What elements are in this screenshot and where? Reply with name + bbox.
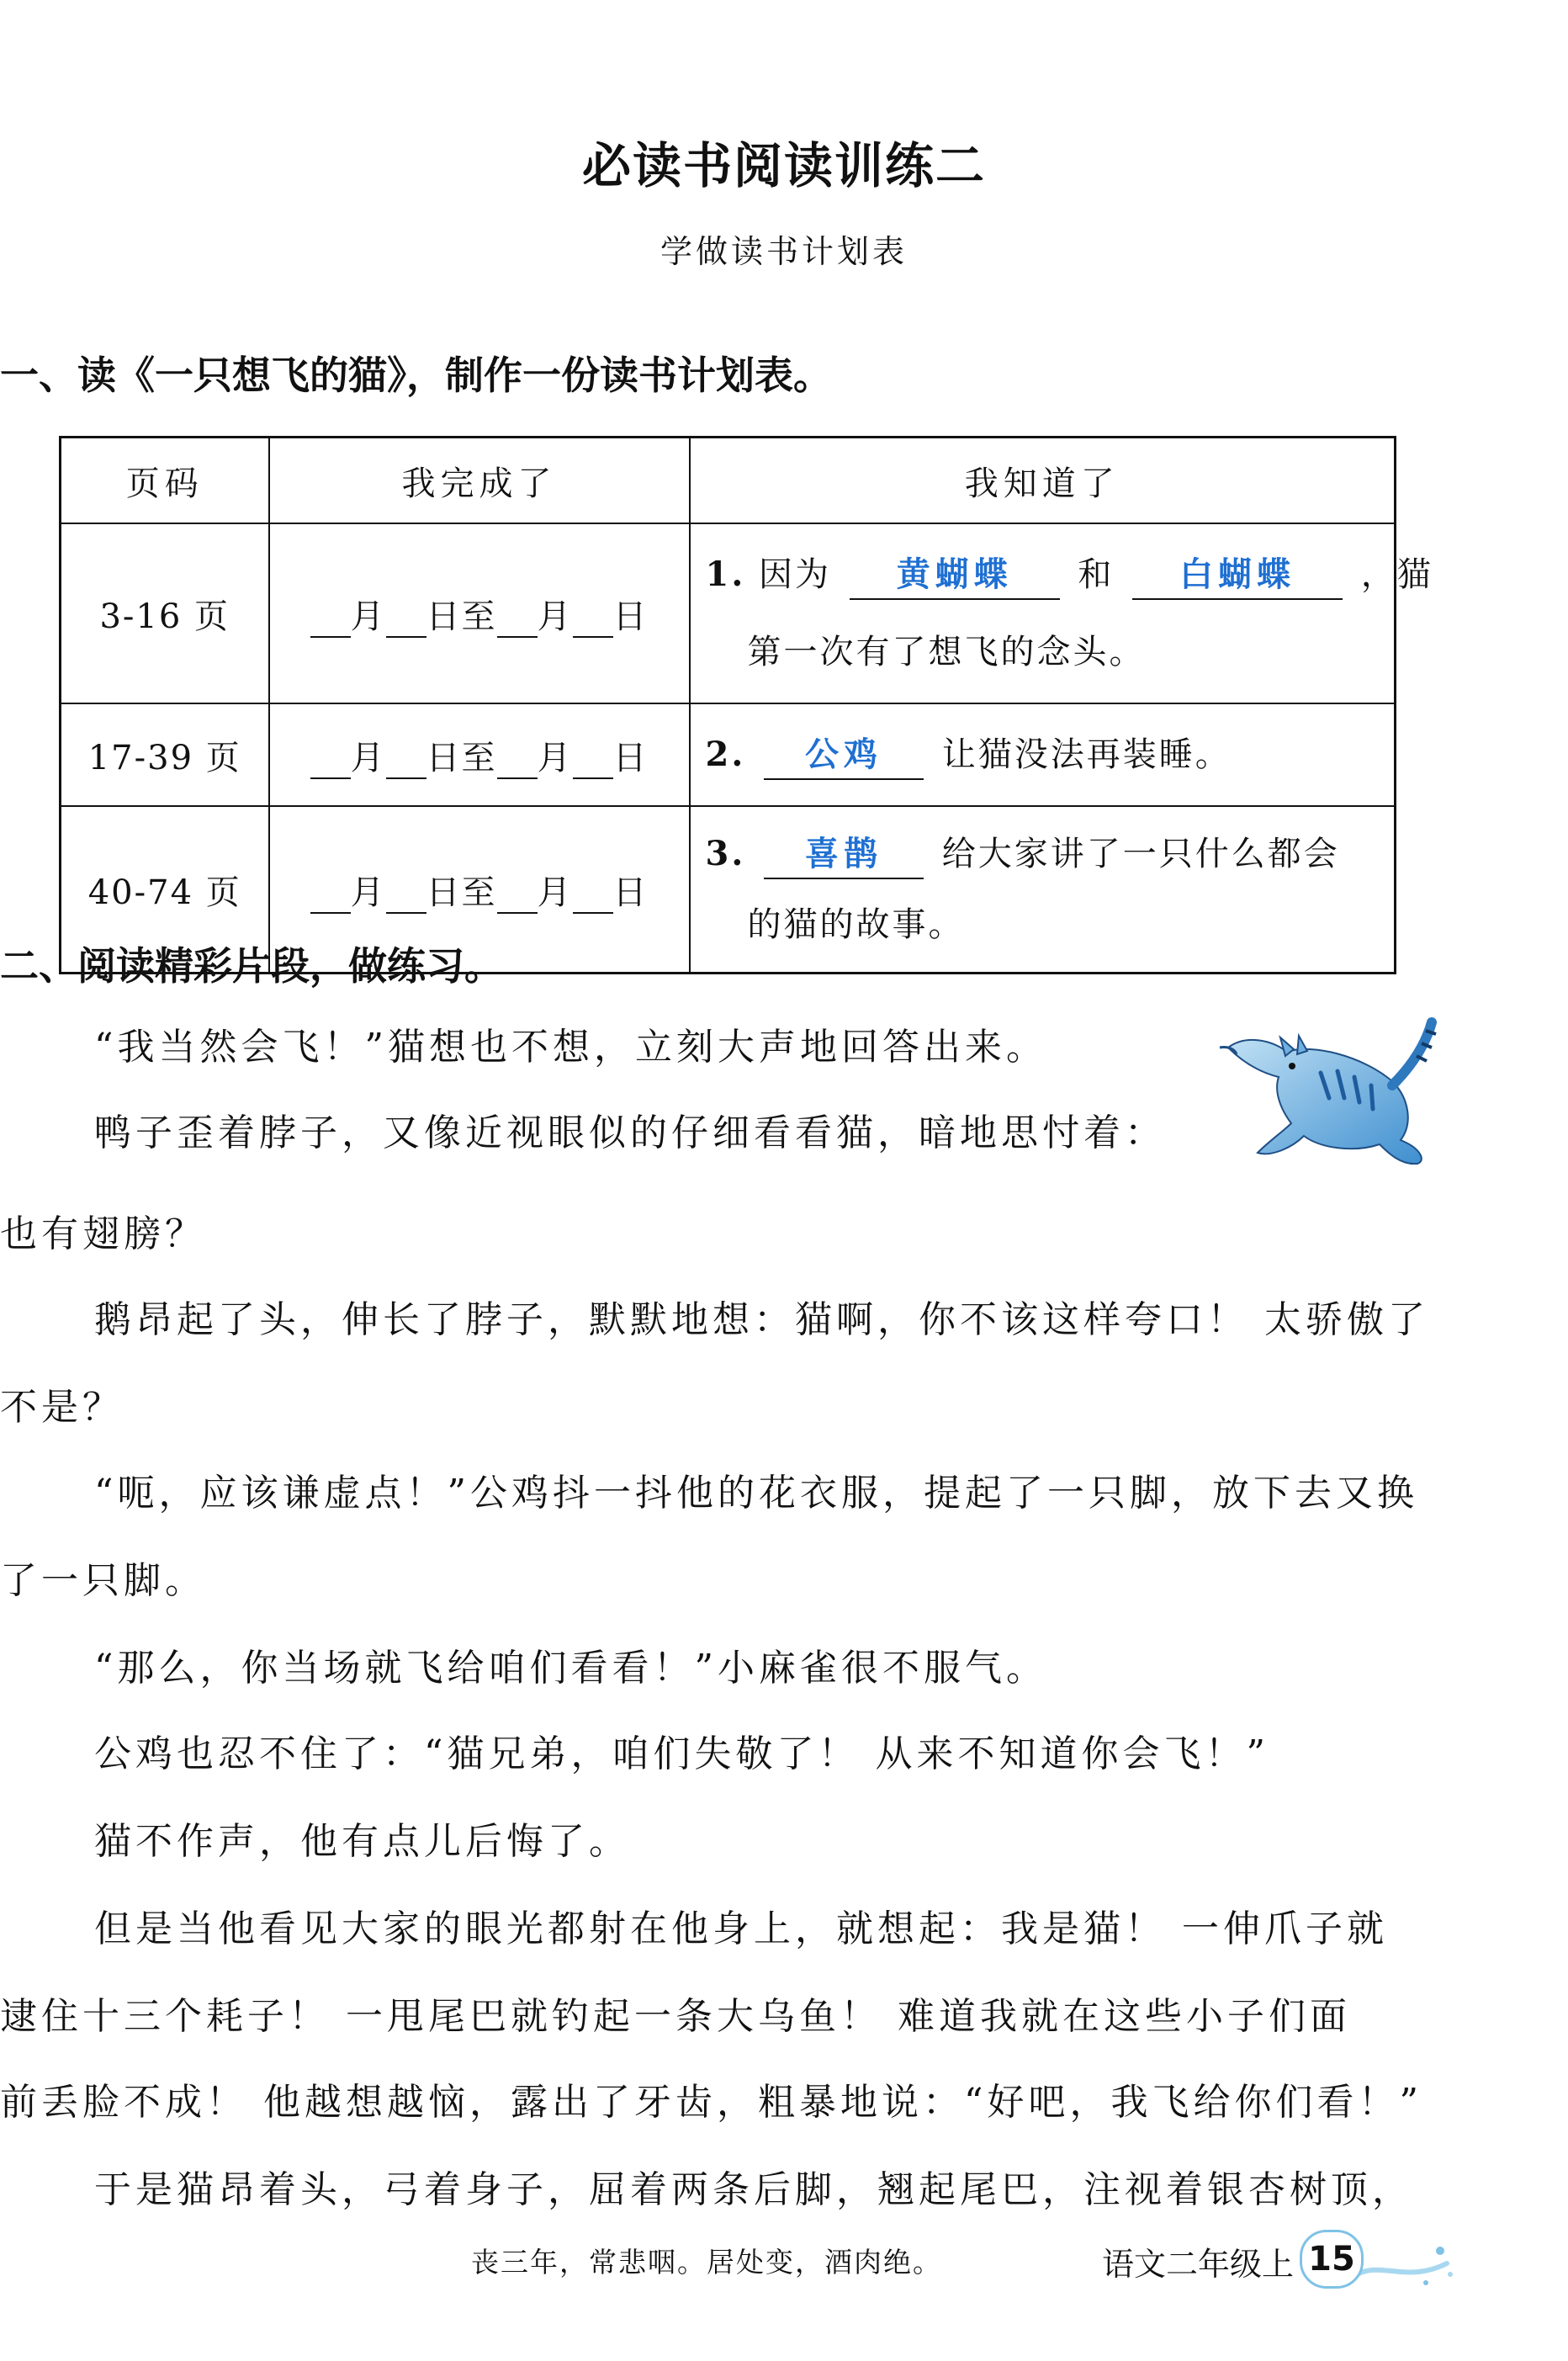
story-line: 不是？ xyxy=(0,1386,124,1429)
row-pages: 40-74 页 xyxy=(61,806,269,974)
story-line: 也有翅膀？ xyxy=(0,1212,206,1255)
day-blank[interactable] xyxy=(386,604,426,638)
answer-field[interactable]: 公鸡 xyxy=(764,731,924,780)
know-text: 让猫没法再装睡。 xyxy=(941,735,1232,774)
footer-subject: 语文二年级上 xyxy=(1102,2246,1295,2283)
story-line: “那么，你当场就飞给咱们看看！”小麻雀很不服气。 xyxy=(94,1647,1047,1690)
item-number: 2. xyxy=(705,735,746,774)
day-to-label: 日至 xyxy=(426,873,497,912)
header-know: 我知道了 xyxy=(690,438,1396,524)
day-label: 日 xyxy=(612,597,649,636)
month-label: 月 xyxy=(537,738,573,777)
know-text: 给大家讲了一只什么都会 xyxy=(941,835,1340,873)
answer-field[interactable]: 喜鹊 xyxy=(764,830,924,879)
row-done xyxy=(269,703,690,806)
story-line: 鸭子歪着脖子，又像近视眼似的仔细看看猫，暗地思忖着： xyxy=(94,1112,1166,1154)
section-2-heading: 二、阅读精彩片段，做练习。 xyxy=(0,943,503,989)
know-text: 第一次有了想飞的念头。 xyxy=(747,633,1146,671)
month-label: 月 xyxy=(350,597,386,636)
reading-plan-table xyxy=(59,436,1433,974)
row-know xyxy=(690,523,1433,703)
month-blank[interactable] xyxy=(310,880,351,914)
day-blank[interactable] xyxy=(573,604,613,638)
table-header-row xyxy=(61,438,1396,524)
table-row xyxy=(61,703,1396,806)
month-blank[interactable] xyxy=(497,745,538,779)
story-line: 猫不作声，他有点儿后悔了。 xyxy=(94,1820,630,1863)
day-label: 日 xyxy=(612,873,649,912)
month-label: 月 xyxy=(350,873,386,912)
day-blank[interactable] xyxy=(386,745,426,779)
answer-field[interactable]: 黄蝴蝶 xyxy=(850,551,1060,600)
month-label: 月 xyxy=(537,597,573,636)
story-line: 鹅昂起了头，伸长了脖子，默默地想：猫啊，你不该这样夸口！ 太骄傲了 xyxy=(94,1298,1429,1341)
story-line: 了一只脚。 xyxy=(0,1559,206,1602)
header-done: 我完成了 xyxy=(269,438,690,524)
story-line: 但是当他看见大家的眼光都射在他身上，就想起：我是猫！ 一伸爪子就 xyxy=(94,1907,1388,1950)
know-text: ，猫 xyxy=(1360,555,1433,594)
know-text: 因为 xyxy=(758,555,831,594)
story-line: 公鸡也忍不住了：“猫兄弟，咱们失敬了！ 从来不知道你会飞！” xyxy=(94,1732,1269,1775)
story-line: 前丢脸不成！ 他越想越恼，露出了牙齿，粗暴地说：“好吧，我飞给你们看！” xyxy=(0,2081,1422,2124)
page-subtitle: 学做读书计划表 xyxy=(660,233,908,270)
footer-quote: 丧三年，常悲咽。居处变，酒肉绝。 xyxy=(471,2246,942,2279)
row-pages: 3-16 页 xyxy=(61,523,269,703)
month-blank[interactable] xyxy=(497,604,538,638)
day-blank[interactable] xyxy=(573,745,613,779)
row-know xyxy=(690,703,1396,806)
month-blank[interactable] xyxy=(497,880,538,914)
flying-cat-illustration xyxy=(1211,1005,1455,1170)
know-text: 和 xyxy=(1078,555,1115,594)
story-line: “呃，应该谦虚点！”公鸡抖一抖他的花衣服，提起了一只脚，放下去又换 xyxy=(94,1472,1418,1515)
row-know xyxy=(690,806,1396,974)
day-blank[interactable] xyxy=(386,880,426,914)
day-to-label: 日至 xyxy=(426,738,497,777)
month-label: 月 xyxy=(537,873,573,912)
story-line: 于是猫昂着头，弓着身子，屈着两条后脚，翘起尾巴，注视着银杏树顶， xyxy=(94,2168,1413,2211)
day-blank[interactable] xyxy=(573,880,613,914)
item-number: 1. xyxy=(705,554,746,594)
row-pages: 17-39 页 xyxy=(61,703,269,806)
answer-field[interactable]: 白蝴蝶 xyxy=(1132,551,1343,600)
month-blank[interactable] xyxy=(310,604,351,638)
page-number: 15 xyxy=(1300,2230,1364,2289)
header-pages: 页码 xyxy=(61,438,269,524)
table-row xyxy=(61,523,1396,703)
story-line: “我当然会飞！”猫想也不想，立刻大声地回答出来。 xyxy=(94,1026,1047,1069)
section-1-heading: 一、读《一只想飞的猫》，制作一份读书计划表。 xyxy=(0,353,832,398)
day-to-label: 日至 xyxy=(426,597,497,636)
month-blank[interactable] xyxy=(310,745,351,779)
month-label: 月 xyxy=(350,738,386,777)
story-line: 逮住十三个耗子！ 一甩尾巴就钓起一条大乌鱼！ 难道我就在这些小子们面 xyxy=(0,1995,1351,2038)
know-text: 的猫的故事。 xyxy=(747,905,965,944)
item-number: 3. xyxy=(705,834,746,873)
day-label: 日 xyxy=(612,738,649,777)
page-title: 必读书阅读训练二 xyxy=(581,137,986,194)
row-done xyxy=(269,523,690,703)
